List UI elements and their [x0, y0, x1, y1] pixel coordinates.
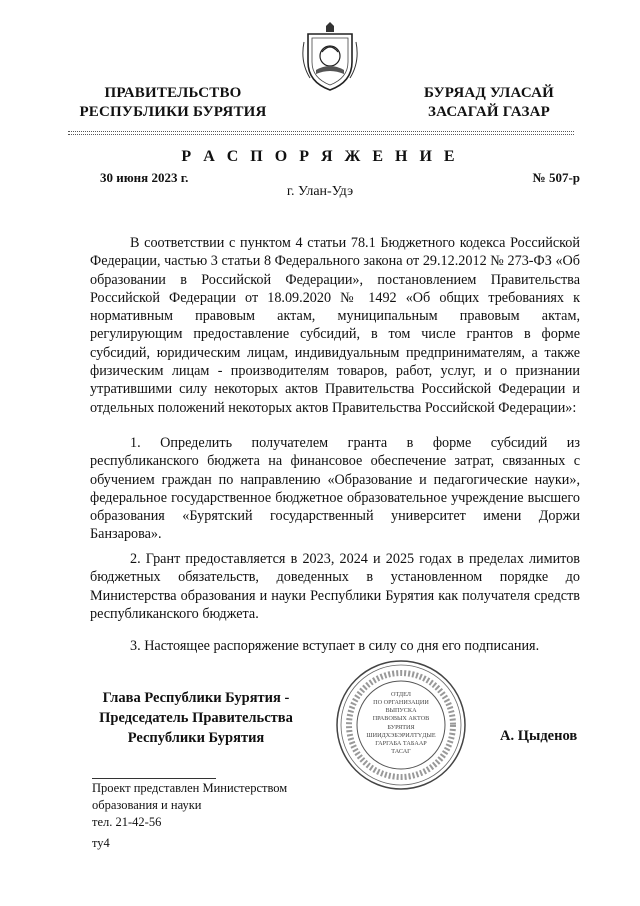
header-divider — [68, 131, 574, 132]
round-stamp-icon — [334, 658, 468, 792]
seal-line-6: ШИИДХЭБЭРИЛТҮДЫЕ — [366, 732, 436, 739]
coat-of-arms-icon — [300, 22, 360, 92]
signatory-title — [80, 688, 312, 748]
item-2-paragraph: 2. Грант предоставляется в 2023, 2024 и 2025 годах в пределах лимитов бюджетных обязательств, доведенных в установленном порядке до Министерства образования и науки Республики Бурятия как получателя средств республиканского бюджета. — [90, 551, 580, 622]
footer-divider — [92, 778, 216, 779]
item-1-paragraph: 1. Определить получателем гранта в форме субсидий из республиканского бюджета на финансовое обеспечение затрат, связанных с обучением граждан по направлению «Образование и педагогические науки», федеральное государственное бюджетное образовательное учреждение высшего образования «Бурятский государственный университет имени Доржи Банзарова». — [90, 435, 580, 543]
signatory-name: А. Цыденов — [500, 728, 578, 744]
document-number: № 507-р — [532, 170, 580, 185]
item-3-paragraph: 3. Настоящее распоряжение вступает в силу со дня его подписания. — [130, 638, 540, 654]
gov-left-line1: ПРАВИТЕЛЬСТВО — [104, 85, 242, 101]
seal-line-1: ОТДЕЛ — [391, 691, 411, 698]
government-name-bua — [404, 84, 574, 122]
gov-right-line1: БУРЯАД УЛАСАЙ — [423, 85, 555, 101]
document-type: Р А С П О Р Я Ж Е Н И Е — [181, 148, 459, 165]
footer-line-1: Проект представлен Министерством — [92, 781, 288, 795]
seal-line-4: ПРАВОВЫХ АКТОВ — [372, 715, 430, 722]
seal-line-3: ВЫПУСКА — [385, 707, 417, 714]
signatory-title-line3: Республики Бурятия — [127, 730, 265, 746]
seal-line-5: БУРЯТИЯ — [387, 724, 415, 731]
preamble-paragraph: В соответствии с пунктом 4 статьи 78.1 Бюджетного кодекса Российской Федерации, частью 3 статьи 8 Федерального закона от 29.12.2012 № 273-ФЗ «Об образовании в Российской Федерации», постановлением Правительства Российской Федерации от 18.09.2020 № 1492 «Об общих требованиях к нормативным правовым актам, муниципальным правовым актам, регулирующим предоставление субсидий, в том числе грантов в форме субсидий, юридическим лицам, индивидуальным предпринимателям, а также физическим лицам - производителям товаров, работ, услуг, и о признании утратившими силу некоторых актов Правительства Российской Федерации и отдельных положений некоторых актов Правительства Российской Федерации»: — [90, 235, 580, 416]
header-divider-2 — [68, 134, 574, 135]
footer-note — [92, 780, 287, 831]
document-date: 30 июня 2023 г. — [100, 170, 189, 185]
signatory-title-line1: Глава Республики Бурятия - — [102, 690, 290, 706]
gov-right-line2: ЗАСАГАЙ ГАЗАР — [428, 104, 550, 120]
seal-line-7: ГАРГАБА ТАБААР — [375, 740, 427, 747]
seal-line-8: ТАСАГ — [391, 748, 411, 755]
footer-line-2: образования и науки — [92, 798, 202, 812]
footer-phone: тел. 21-42-56 — [92, 815, 162, 829]
gov-left-line2: РЕСПУБЛИКИ БУРЯТИЯ — [79, 104, 267, 120]
file-code: ту4 — [92, 836, 110, 850]
seal-line-2: ПО ОРГАНИЗАЦИИ — [373, 699, 429, 706]
government-name-ru — [68, 84, 278, 122]
signatory-title-line2: Председатель Правительства — [99, 710, 293, 726]
document-city: г. Улан-Удэ — [286, 184, 354, 199]
